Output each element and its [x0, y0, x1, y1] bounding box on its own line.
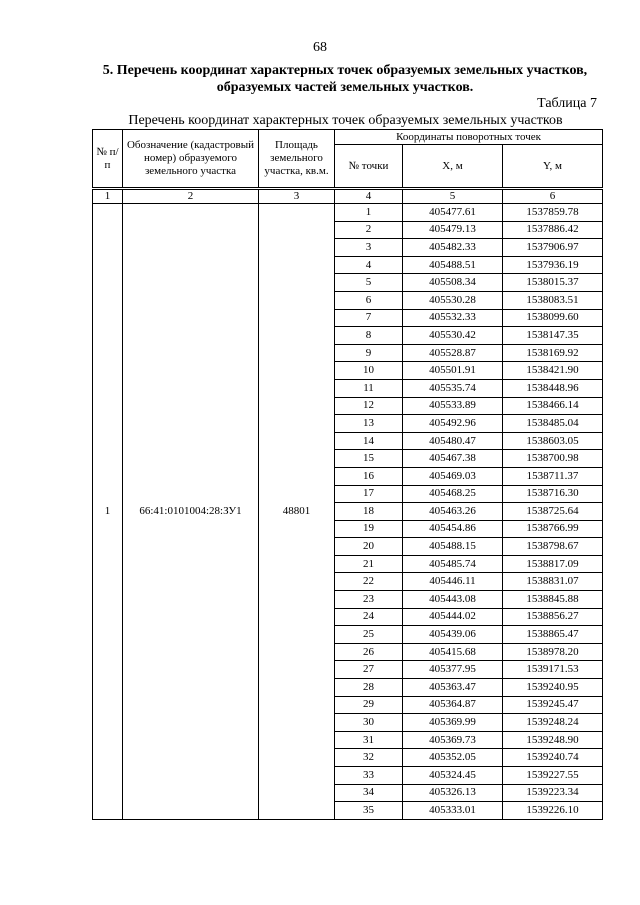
- coord-y: 1537936.19: [503, 256, 603, 274]
- header-coords: Координаты поворотных точек: [335, 130, 603, 145]
- coord-x: 405467.38: [403, 450, 503, 468]
- point-number: 20: [335, 538, 403, 556]
- header-y: Y, м: [503, 145, 603, 189]
- column-number: 1: [93, 189, 123, 204]
- header-point-no: № точки: [335, 145, 403, 189]
- point-number: 11: [335, 379, 403, 397]
- coord-y: 1539245.47: [503, 696, 603, 714]
- coord-x: 405443.08: [403, 591, 503, 609]
- coord-y: 1539171.53: [503, 661, 603, 679]
- table-label: Таблица 7: [537, 96, 597, 111]
- coord-x: 405488.51: [403, 256, 503, 274]
- point-number: 3: [335, 239, 403, 257]
- coord-x: 405363.47: [403, 679, 503, 697]
- coord-y: 1538147.35: [503, 327, 603, 345]
- coord-y: 1539240.74: [503, 749, 603, 767]
- point-number: 25: [335, 626, 403, 644]
- coord-y: 1538169.92: [503, 344, 603, 362]
- coord-y: 1538831.07: [503, 573, 603, 591]
- coord-y: 1539227.55: [503, 767, 603, 785]
- coord-x: 405333.01: [403, 802, 503, 820]
- column-number: 4: [335, 189, 403, 204]
- coord-y: 1538978.20: [503, 643, 603, 661]
- column-number: 2: [123, 189, 259, 204]
- coord-y: 1537859.78: [503, 204, 603, 222]
- coord-x: 405377.95: [403, 661, 503, 679]
- coord-x: 405530.42: [403, 327, 503, 345]
- coord-y: 1538485.04: [503, 415, 603, 433]
- coord-x: 405482.33: [403, 239, 503, 257]
- coord-y: 1538798.67: [503, 538, 603, 556]
- header-designation: Обозначение (кадастровый номер) образуемого земельного участка: [123, 130, 259, 189]
- point-number: 23: [335, 591, 403, 609]
- point-number: 26: [335, 643, 403, 661]
- coord-x: 405469.03: [403, 467, 503, 485]
- column-numbers-row: [93, 189, 603, 204]
- coord-x: 405501.91: [403, 362, 503, 380]
- coord-y: 1538725.64: [503, 503, 603, 521]
- point-number: 33: [335, 767, 403, 785]
- coord-x: 405326.13: [403, 784, 503, 802]
- coord-x: 405446.11: [403, 573, 503, 591]
- point-number: 18: [335, 503, 403, 521]
- parcel-area: 48801: [259, 204, 335, 820]
- parcel-num: 1: [93, 204, 123, 820]
- point-number: 32: [335, 749, 403, 767]
- coord-x: 405479.13: [403, 221, 503, 239]
- coord-y: 1538099.60: [503, 309, 603, 327]
- parcel-cadastral: 66:41:0101004:28:ЗУ1: [123, 204, 259, 820]
- coord-x: 405488.15: [403, 538, 503, 556]
- coord-x: 405530.28: [403, 291, 503, 309]
- point-number: 34: [335, 784, 403, 802]
- point-number: 30: [335, 714, 403, 732]
- coord-y: 1537886.42: [503, 221, 603, 239]
- coord-y: 1538856.27: [503, 608, 603, 626]
- header-x: X, м: [403, 145, 503, 189]
- coord-x: 405324.45: [403, 767, 503, 785]
- coord-x: 405477.61: [403, 204, 503, 222]
- point-number: 16: [335, 467, 403, 485]
- point-number: 22: [335, 573, 403, 591]
- coord-x: 405468.25: [403, 485, 503, 503]
- coord-y: 1539248.90: [503, 731, 603, 749]
- coord-x: 405528.87: [403, 344, 503, 362]
- coord-x: 405508.34: [403, 274, 503, 292]
- coord-y: 1539223.34: [503, 784, 603, 802]
- point-number: 27: [335, 661, 403, 679]
- table-caption: Перечень координат характерных точек образуемых земельных участков: [128, 113, 563, 128]
- point-number: 17: [335, 485, 403, 503]
- point-number: 7: [335, 309, 403, 327]
- column-number: 3: [259, 189, 335, 204]
- coord-y: 1538716.30: [503, 485, 603, 503]
- header-num: № п/п: [93, 130, 123, 189]
- coord-y: 1538700.98: [503, 450, 603, 468]
- coord-x: 405415.68: [403, 643, 503, 661]
- coord-y: 1538817.09: [503, 555, 603, 573]
- coord-y: 1538603.05: [503, 432, 603, 450]
- coord-y: 1538845.88: [503, 591, 603, 609]
- coord-x: 405352.05: [403, 749, 503, 767]
- point-number: 8: [335, 327, 403, 345]
- coord-y: 1538448.96: [503, 379, 603, 397]
- point-number: 31: [335, 731, 403, 749]
- coord-x: 405444.02: [403, 608, 503, 626]
- point-number: 29: [335, 696, 403, 714]
- point-number: 15: [335, 450, 403, 468]
- coord-x: 405492.96: [403, 415, 503, 433]
- point-number: 1: [335, 204, 403, 222]
- point-number: 2: [335, 221, 403, 239]
- coord-x: 405480.47: [403, 432, 503, 450]
- coord-x: 405454.86: [403, 520, 503, 538]
- coord-x: 405533.89: [403, 397, 503, 415]
- header-area: Площадь земельного участка, кв.м.: [259, 130, 335, 189]
- coord-y: 1538083.51: [503, 291, 603, 309]
- coord-y: 1538015.37: [503, 274, 603, 292]
- coord-y: 1538711.37: [503, 467, 603, 485]
- coordinates-table: [92, 129, 603, 820]
- point-number: 5: [335, 274, 403, 292]
- point-number: 14: [335, 432, 403, 450]
- point-number: 35: [335, 802, 403, 820]
- point-number: 10: [335, 362, 403, 380]
- coord-y: 1538421.90: [503, 362, 603, 380]
- coord-y: 1537906.97: [503, 239, 603, 257]
- point-number: 28: [335, 679, 403, 697]
- coord-y: 1539240.95: [503, 679, 603, 697]
- coord-x: 405369.99: [403, 714, 503, 732]
- column-number: 5: [403, 189, 503, 204]
- coord-x: 405535.74: [403, 379, 503, 397]
- coord-y: 1538466.14: [503, 397, 603, 415]
- section-title: 5. Перечень координат характерных точек образуемых земельных участков, образуемых частей земельных участков.: [102, 63, 588, 95]
- table-body: [93, 189, 603, 820]
- point-number: 9: [335, 344, 403, 362]
- coord-x: 405485.74: [403, 555, 503, 573]
- point-number: 19: [335, 520, 403, 538]
- table-row: [93, 204, 603, 222]
- coord-x: 405369.73: [403, 731, 503, 749]
- coord-y: 1539248.24: [503, 714, 603, 732]
- point-number: 4: [335, 256, 403, 274]
- coord-y: 1538766.99: [503, 520, 603, 538]
- coord-x: 405463.26: [403, 503, 503, 521]
- point-number: 21: [335, 555, 403, 573]
- coord-x: 405364.87: [403, 696, 503, 714]
- coord-x: 405439.06: [403, 626, 503, 644]
- page-number: 68: [313, 40, 327, 55]
- coord-x: 405532.33: [403, 309, 503, 327]
- point-number: 24: [335, 608, 403, 626]
- coord-y: 1539226.10: [503, 802, 603, 820]
- point-number: 12: [335, 397, 403, 415]
- point-number: 13: [335, 415, 403, 433]
- coord-y: 1538865.47: [503, 626, 603, 644]
- column-number: 6: [503, 189, 603, 204]
- point-number: 6: [335, 291, 403, 309]
